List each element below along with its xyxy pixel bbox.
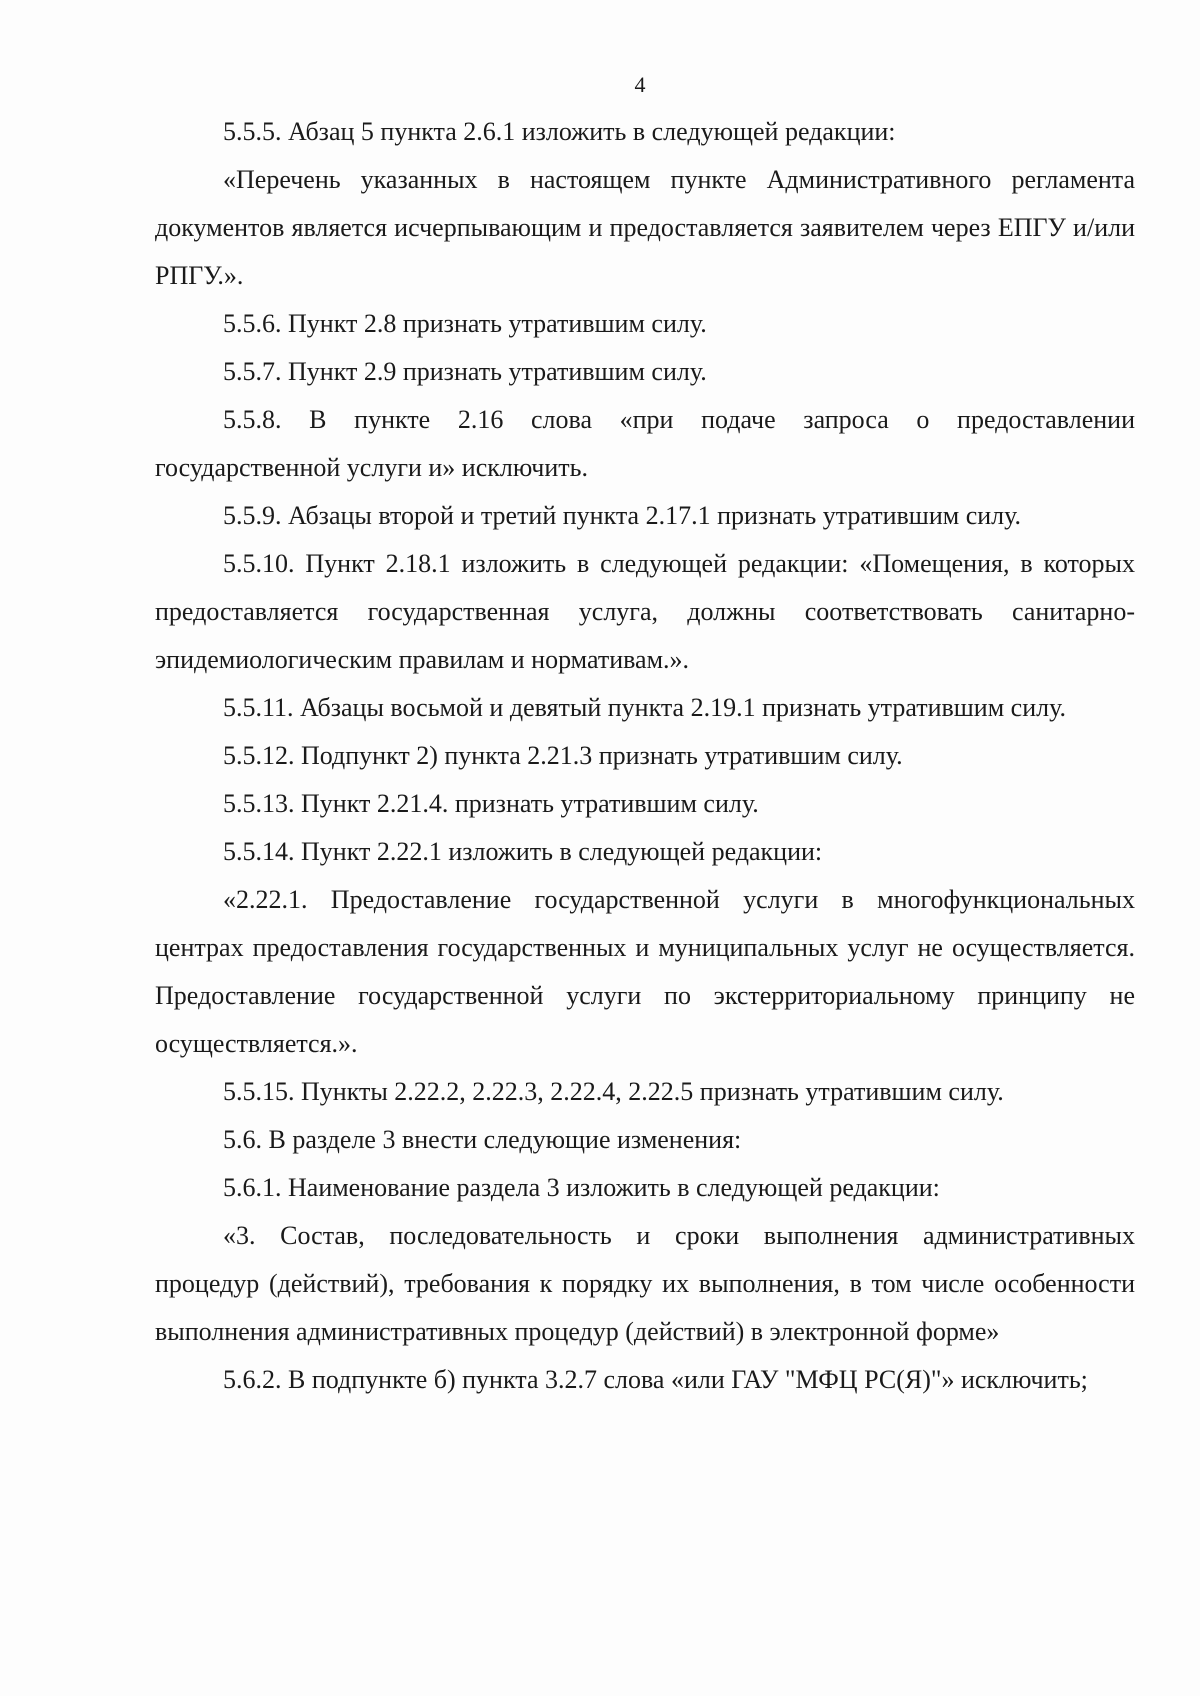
paragraph-5-6-2: 5.6.2. В подпункте б) пункта 3.2.7 слова «или ГАУ "МФЦ РС(Я)"» исключить;	[223, 1365, 1088, 1394]
paragraph-5-5-13: 5.5.13. Пункт 2.21.4. признать утратившим силу.	[223, 789, 759, 818]
paragraph-5-5-9: 5.5.9. Абзацы второй и третий пункта 2.17.1 признать утратившим силу.	[223, 501, 1022, 530]
paragraph-5-5-7: 5.5.7. Пункт 2.9 признать утратившим силу.	[223, 357, 707, 386]
paragraph-5-5-11: 5.5.11. Абзацы восьмой и девятый пункта 2.19.1 признать утратившим силу.	[223, 693, 1066, 722]
paragraph-5-5-6: 5.5.6. Пункт 2.8 признать утратившим силу.	[223, 309, 707, 338]
paragraph-5-6: 5.6. В разделе 3 внести следующие изменения:	[223, 1125, 742, 1154]
paragraph-5-5-5: 5.5.5. Абзац 5 пункта 2.6.1 изложить в следующей редакции:	[223, 117, 896, 146]
paragraph-quote-2-22-1: «2.22.1. Предоставление государственной услуги в многофункциональных центрах предоставления государственных и муниципальных услуг не осуществляется. Предоставление государственной услуги по экстерриториальному принципу не осуществляется.».	[155, 885, 1135, 1058]
paragraph-quote-perechen: «Перечень указанных в настоящем пункте Административного регламента документов является исчерпывающим и предоставляется заявителем через ЕПГУ и/или РПГУ.».	[155, 165, 1135, 290]
paragraph-5-5-14: 5.5.14. Пункт 2.22.1 изложить в следующей редакции:	[223, 837, 823, 866]
paragraph-5-5-10: 5.5.10. Пункт 2.18.1 изложить в следующей редакции: «Помещения, в которых предоставляется государственная услуга, должны соответствовать санитарно-эпидемиологическим правилам и нормативам.».	[155, 549, 1135, 674]
paragraph-5-5-12: 5.5.12. Подпункт 2) пункта 2.21.3 признать утратившим силу.	[223, 741, 903, 770]
paragraph-quote-section-3: «3. Состав, последовательность и сроки выполнения административных процедур (действий), требования к порядку их выполнения, в том числе особенности выполнения административных процедур (действий) в электронной форме»	[155, 1221, 1135, 1346]
document-body	[155, 108, 1135, 1404]
paragraph-5-5-15: 5.5.15. Пункты 2.22.2, 2.22.3, 2.22.4, 2.22.5 признать утратившим силу.	[223, 1077, 1004, 1106]
paragraph-5-6-1: 5.6.1. Наименование раздела 3 изложить в следующей редакции:	[223, 1173, 940, 1202]
paragraph-5-5-8: 5.5.8. В пункте 2.16 слова «при подаче запроса о предоставлении государственной услуги и» исключить.	[155, 405, 1135, 482]
page-number: 4	[634, 72, 646, 97]
